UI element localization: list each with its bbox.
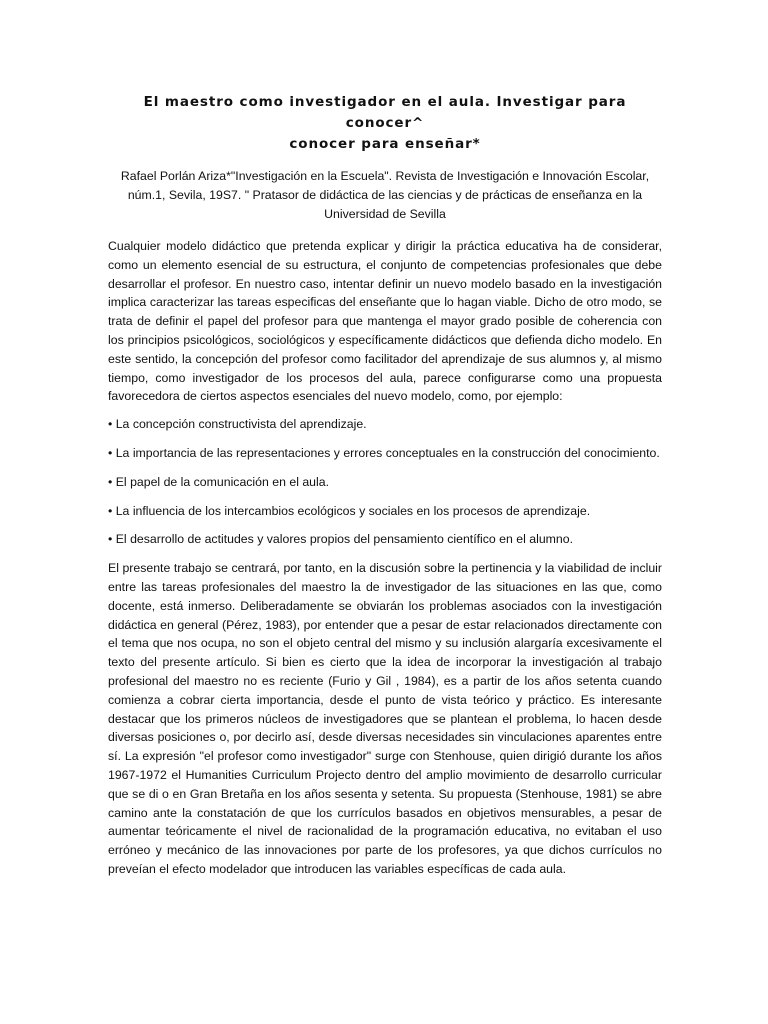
title-line-2: conocer para enseñar*: [289, 136, 481, 152]
byline-line-3: Universidad de Sevilla: [324, 207, 446, 221]
title-line-1: El maestro como investigador en el aula. Investigar para conocer^: [143, 94, 627, 131]
byline-line-1: Rafael Porlán Ariza*"Investigación en la Escuela". Revista de Investigación e Innovación Escolar,: [120, 169, 650, 183]
bullet-item: • El desarrollo de actitudes y valores propios del pensamiento científico en el alumno.: [108, 532, 574, 547]
document-title: [108, 92, 662, 155]
intro-paragraph: Cualquier modelo didáctico que pretenda explicar y dirigir la práctica educativa ha de considerar, como un elemento esencial de su estructura, el conjunto de competencias profesionales que debe desarrollar el profesor. En nuestro caso, intentar definir un nuevo modelo basado en la investigación implica caracterizar las tareas especificas del enseñante que lo hagan viable. Dicho de otro modo, se trata de definir el papel del profesor para que mantenga el mayor grado posible de coherencia con los principios psicológicos, sociológicos y específicamente didácticos que defienda dicho modelo. En este sentido, la concepción del profesor como facilitador del aprendizaje de sus alumnos y, al mismo tiempo, como investigador de los procesos del aula, parece configurarse como una propuesta favorecedora de ciertos aspectos esenciales del nuevo modelo, como, por ejemplo:: [108, 239, 662, 404]
bullet-item: • El papel de la comunicación en el aula.: [108, 474, 330, 489]
document-page: [108, 92, 662, 888]
bullet-item: • La influencia de los intercambios ecológicos y sociales en los procesos de aprendizaje.: [108, 503, 591, 518]
bullet-item: • La concepción constructivista del aprendizaje.: [108, 417, 367, 432]
bullet-list: [108, 415, 662, 549]
author-byline: [108, 167, 662, 224]
bullet-item: • La importancia de las representaciones y errores conceptuales en la construcción del conocimiento.: [108, 445, 660, 460]
byline-line-2: núm.1, Sevila, 19S7. " Pratasor de didáctica de las ciencias y de prácticas de enseñanza en la: [127, 188, 643, 202]
body-paragraph: El presente trabajo se centrará, por tanto, en la discusión sobre la pertinencia y la viabilidad de incluir entre las tareas profesionales del maestro la de investigador de las situaciones en las que, como docente, está inmerso. Deliberadamente se obviarán los problemas asociados con la investigación didáctica en general (Pérez, 1983), por entender que a pesar de estar relacionados directamente con el tema que nos ocupa, no son el objeto central del mismo y su inclusión alargaría excesivamente el texto del presente artículo. Si bien es cierto que la idea de incorporar la investigación al trabajo profesional del maestro no es reciente (Furio y Gil , 1984), es a partir de los años setenta cuando comienza a cobrar cierta importancia, desde el punto de vista teórico y práctico. Es interesante destacar que los primeros núcleos de investigadores que se plantean el problema, lo hacen desde diversas posiciones o, por decirlo así, desde diversas necesidades sin vinculaciones aparentes entre sí. La expresión "el profesor como investigador" surge con Stenhouse, quien dirigió durante los años 1967-1972 el Humanities Curriculum Projecto dentro del amplio movimiento de desarrollo curricular que se di o en Gran Bretaña en los años sesenta y setenta. Su propuesta (Stenhouse, 1981) se abre camino ante la constatación de que los currículos basados en objetivos mensurables, a pesar de aumentar teóricamente el nivel de racionalidad de la programación educativa, no evitaban el uso erróneo y mecánico de las innovaciones por parte de los profesores, ya que dichos currículos no preveían el efecto modelador que introducen las variables específicas de cada aula.: [108, 561, 662, 876]
